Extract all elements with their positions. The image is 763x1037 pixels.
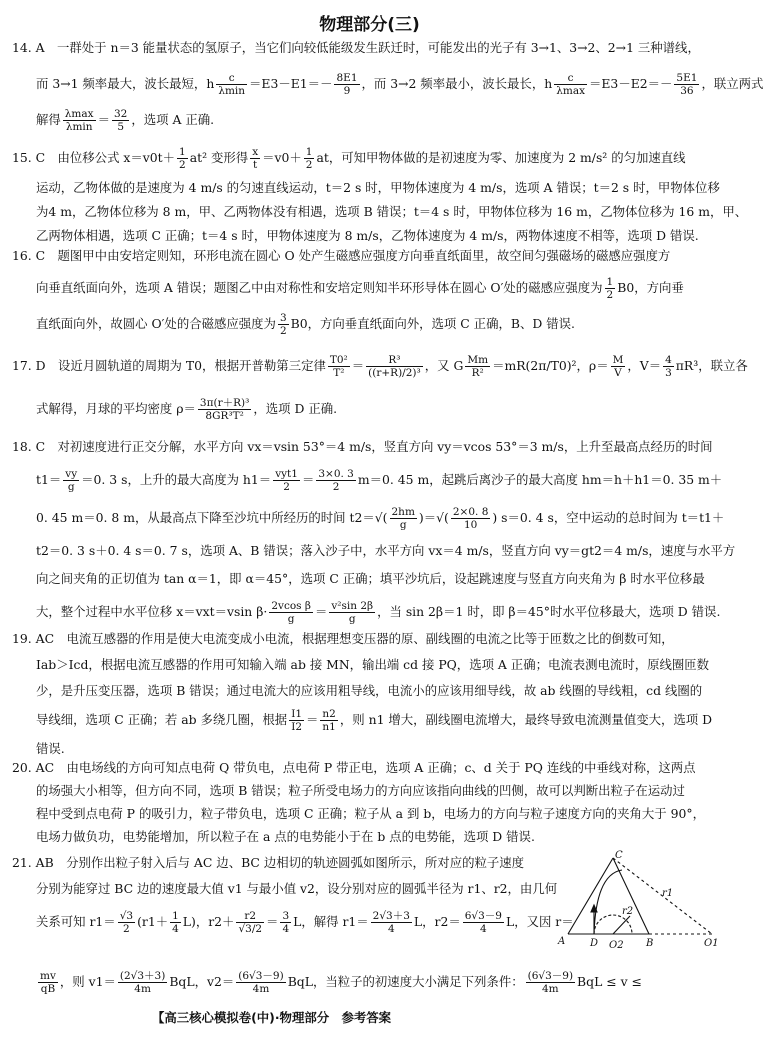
side-bc (613, 858, 649, 934)
question-17: 17. D 设近月圆轨道的周期为 T0，根据开普勒第三定律 $\frac{\text{T0²}}{\text{T²}}$ ＝ $\frac{\text{R³}}{\text{((r+R)/2)³}}$ ，又 G $\frac{Mm}{\text{R²}}$ ＝mR(2π/T0)²，ρ＝ $\frac{M}{V}$ ，V＝ $\frac{4}{3}$ πR³，联立各 式解得，月球的平均密度 ρ＝ $\frac{\text{3π(r＋R)³}}{\text{8GR³T²}}$ ，选项 D 正确. (12, 354, 748, 422)
trajectory-arc-small (594, 915, 632, 934)
page-title: 物理部分(三) (319, 15, 420, 35)
side-ac (568, 858, 613, 934)
question-19: 19. AC 电流互感器的作用是使大电流变成小电流，根据理想变压器的原、副线圈的电流之比等于匝数之比的倒数可知， Iab＞Icd，根据电流互感器的作用可知输入端 ab 接 MN，输出端 cd 接 PQ，选项 A 正确；电流表测电流时，原线圈匝数 少，是升压变压器，选项 B 错误；通过电流大的应该用粗导线，电流小的应该用细导线，故 ab 线圈的导线粗，cd 线圈的 导线细，选项 C 正确；若 ab 多绕几圈，根据 $\frac{I1}{I2}$ ＝ $\frac{n2}{n1}$ ，则 n1 增大，副线圈电流增大，最终导致电流测量值变大，选项 D 错误. (12, 631, 713, 756)
triangle-trajectory-figure (552, 850, 720, 962)
question-14: 14. A 一群处于 n＝3 能量状态的氢原子，当它们向较低能级发生跃迁时，可能发出的光子有 3→1、3→2、2→1 三种谱线， 而 3→1 频率最大，波长最短，h $\frac{c}{\lambda\min}$ ＝E3－E1＝－ $\frac{8E1}{9}$ ，而 3→2 频率最小，波长最长，h $\frac{c}{\lambda\max}$ ＝E3－E2＝－ $\frac{5E1}{36}$ ，联立两式 解得 $\frac{\lambda\max}{\lambda\min}$ ＝ $\frac{32}{5}$ ，选项 A 正确. (12, 40, 763, 133)
question-21: 21. AB 分别作出粒子射入后与 AC 边、BC 边相切的轨迹圆弧如图所示，所对应的粒子速度 分别为能穿过 BC 边的速度最大值 v1 与最小值 v2，设分别对应的圆弧半径为 r1、r2，由几何 关系可知 r1＝ $\frac{√3}{2}$ (r1＋ $\frac{1}{4}$ L)，r2＋ $\frac{r2}{√3/2}$ ＝ $\frac{3}{4}$ L，解得 r1＝ $\frac{2√3+3}{4}$ L，r2＝ $\frac{6√3-9}{4}$ L，又因 r＝ (12, 855, 574, 935)
label-o1: O1 (704, 938, 719, 949)
question-20: 20. AC 由电场线的方向可知点电荷 Q 带负电，点电荷 P 带正电，选项 A 正确；c、d 关于 PQ 连线的中垂线对称，这两点 的场强大小相等，但方向不同，选项 B 错误；粒子所受电场力的方向应该指向曲线的凹侧，故可以判断出粒子在运动过 程中受到点电荷 P 的吸引力，粒子带负电，选项 C 正确；粒子从 a 到 b，电场力的方向与粒子速度方向的夹角大于 90°， 电场力做负功，电势能增加，所以粒子在 a 点的电势能小于在 b 点的电势能，选项 D 错误. (12, 760, 705, 844)
label-a: A (558, 936, 566, 947)
question-15: 15. C 由位移公式 x＝v0t＋ $\frac{1}{2}$ at² 变形得 $\frac{x}{t}$ ＝v0＋ $\frac{1}{2}$ at，可知甲物体做的是初速度为零、加速度为 2 m/s² 的匀加速直线 运动，乙物体做的是速度为 4 m/s 的匀速直线运动，t＝2 s 时，甲物体速度为 4 m/s，选项 A 错误；t＝2 s 时，甲物体位移 为4 m，乙物体位移为 8 m，甲、乙两物体没有相遇，选项 B 错误；t＝4 s 时，甲物体位移为 16 m，乙物体位移为 16 m，甲、 乙两物体相遇，选项 C 正确；t＝4 s 时，甲物体速度为 8 m/s，乙物体速度为 4 m/s，两物体速度不相等，选项 D 错误. (12, 146, 748, 243)
label-b: B (646, 938, 654, 949)
question-18: 18. C 对初速度进行正交分解，水平方向 vx＝vsin 53°＝4 m/s，竖直方向 vy＝vcos 53°＝3 m/s，上升至最高点经历的时间 t1＝ $\frac{vy}{g}$ ＝0. 3 s，上升的最大高度为 h1＝ $\frac{\text{vyt1}}{2}$ ＝ $\frac{3\times 0. 3}{2}$ m＝0. 45 m，起跳后离沙子的最大高度 hm＝h＋h1＝0. 35 m＋ 0. 45 m＝0. 8 m，从最高点下降至沙坑中所经历的时间 t2＝√( $\frac{2hm}{g}$ )＝√( $\frac{2\times 0. 8}{10}$ ) s＝0. 4 s，空中运动的总时间为 t＝t1＋ t2＝0. 3 s＋0. 4 s＝0. 7 s，选项 A、B 错误；落入沙子中，水平方向 vx＝4 m/s，竖直方向 vy＝gt2＝4 m/s，速度与水平方 向之间夹角的正切值为 tan α＝1，即 α＝45°，选项 C 正确；填平沙坑后，设起跳速度与竖直方向夹角为 β 时水平位移最 大，整个过程中水平位移 x＝vxt＝vsin β· $\frac{\text{2vcos β}}{g}$ ＝ $\frac{\text{v²sin 2β}}{g}$ ，当 sin 2β＝1 时，即 β＝45°时水平位移最大，选项 D 错误. (12, 439, 736, 625)
trajectory-arc-large (594, 870, 622, 934)
radius-line-r2 (613, 916, 630, 934)
label-o2: O2 (609, 940, 624, 951)
question-21-continued: $\frac{mv}{qB}$ ，则 v1＝ $\frac{(2√3+3)}{4m}$ BqL，v2＝ $\frac{(6√3-9)}{4m}$ BqL，当粒子的初速度大小满足下列条件： $\frac{(6√3-9)}{4m}$ BqL ≤ v ≤ (40, 970, 642, 995)
label-r2: r2 (622, 906, 634, 917)
page-footer: 【高三核心模拟卷(中)·物理部分 参考答案 (152, 1010, 392, 1025)
label-r1: r1 (662, 888, 674, 899)
question-16: 16. C 题图甲中由安培定则知，环形电流在圆心 O 处产生磁感应强度方向垂直纸面里，故空间匀强磁场的磁感应强度方 向垂直纸面向外，选项 A 错误；题图乙中由对称性和安培定则知半环形导体在圆心 O′处的磁感应强度为 $\frac{1}{2}$ B0，方向垂 直纸面向外，故圆心 O′处的合磁感应强度为 $\frac{3}{2}$ B0，方向垂直纸面向外，选项 C 正确，B、D 错误. (12, 248, 684, 337)
label-c: C (615, 850, 623, 861)
label-d: D (590, 938, 599, 949)
